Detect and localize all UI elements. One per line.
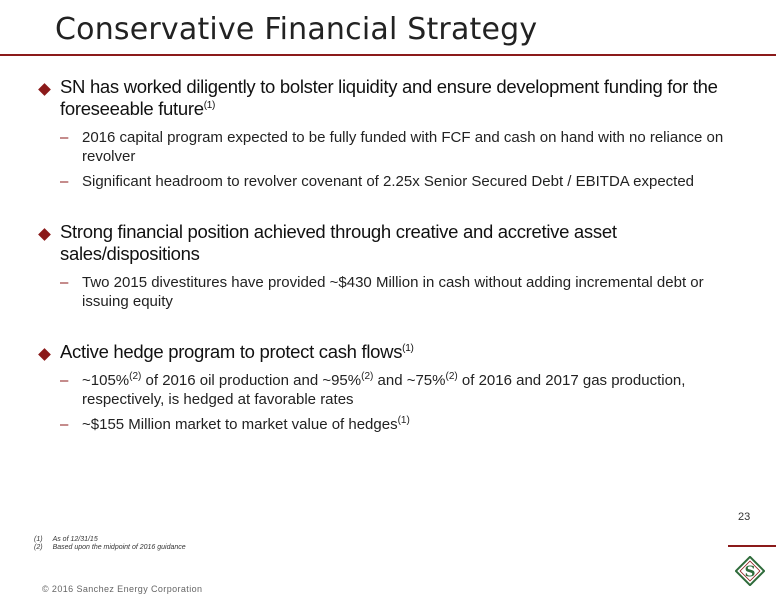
footnote: (2) Based upon the midpoint of 2016 guidance (34, 544, 186, 551)
bullet-financial-position (34, 221, 734, 311)
sub-bullet: – 2016 capital program expected to be fully funded with FCF and cash on hand with no reliance on revolver (60, 129, 724, 165)
sub-bullet: – Two 2015 divestitures have provided ~$430 Million in cash without adding incremental debt or issuing equity (60, 274, 704, 310)
title-divider (0, 54, 776, 56)
sub-bullet: – Significant headroom to revolver covenant of 2.25x Senior Secured Debt / EBITDA expected (60, 173, 695, 190)
dash-icon: – (60, 129, 69, 146)
diamond-bullet-icon (38, 348, 51, 361)
bullet-text: Strong financial position achieved through creative and accretive asset sales/dispositions (60, 221, 617, 264)
diamond-bullet-icon (38, 228, 51, 241)
bullet-text: SN has worked diligently to bolster liquidity and ensure development funding for the foreseeable future$^{(1)}$ (60, 76, 718, 119)
copyright: © 2016 Sanchez Energy Corporation (42, 584, 203, 594)
bullet-list (34, 76, 734, 440)
dash-icon: – (60, 274, 69, 291)
sub-bullet: – ~$155 Million market to market value of hedges$^{(1)}$ (60, 415, 410, 433)
dash-icon: – (60, 416, 69, 433)
dash-icon: – (60, 372, 69, 389)
page-number: 23 (738, 511, 751, 523)
dash-icon: – (60, 173, 69, 190)
bullet-text: Active hedge program to protect cash flows$^{(1)}$ (60, 341, 414, 362)
logo-letter: S (744, 562, 756, 581)
sanchez-logo-icon (735, 556, 765, 586)
footnotes (34, 536, 186, 552)
page-title: Conservative Financial Strategy (55, 12, 538, 47)
bullet-hedge-program (34, 341, 734, 434)
diamond-bullet-icon (38, 83, 51, 96)
sub-bullet: – ~105%$^{(2)}$ of 2016 oil production and ~95%$^{(2)}$ and ~75%$^{(2)}$ of 2016 and 2017 gas production, respectively, is hedged at favorable rates (60, 371, 686, 408)
logo-divider (728, 545, 776, 547)
footnote: (1) As of 12/31/15 (34, 536, 98, 543)
bullet-liquidity (34, 76, 734, 191)
